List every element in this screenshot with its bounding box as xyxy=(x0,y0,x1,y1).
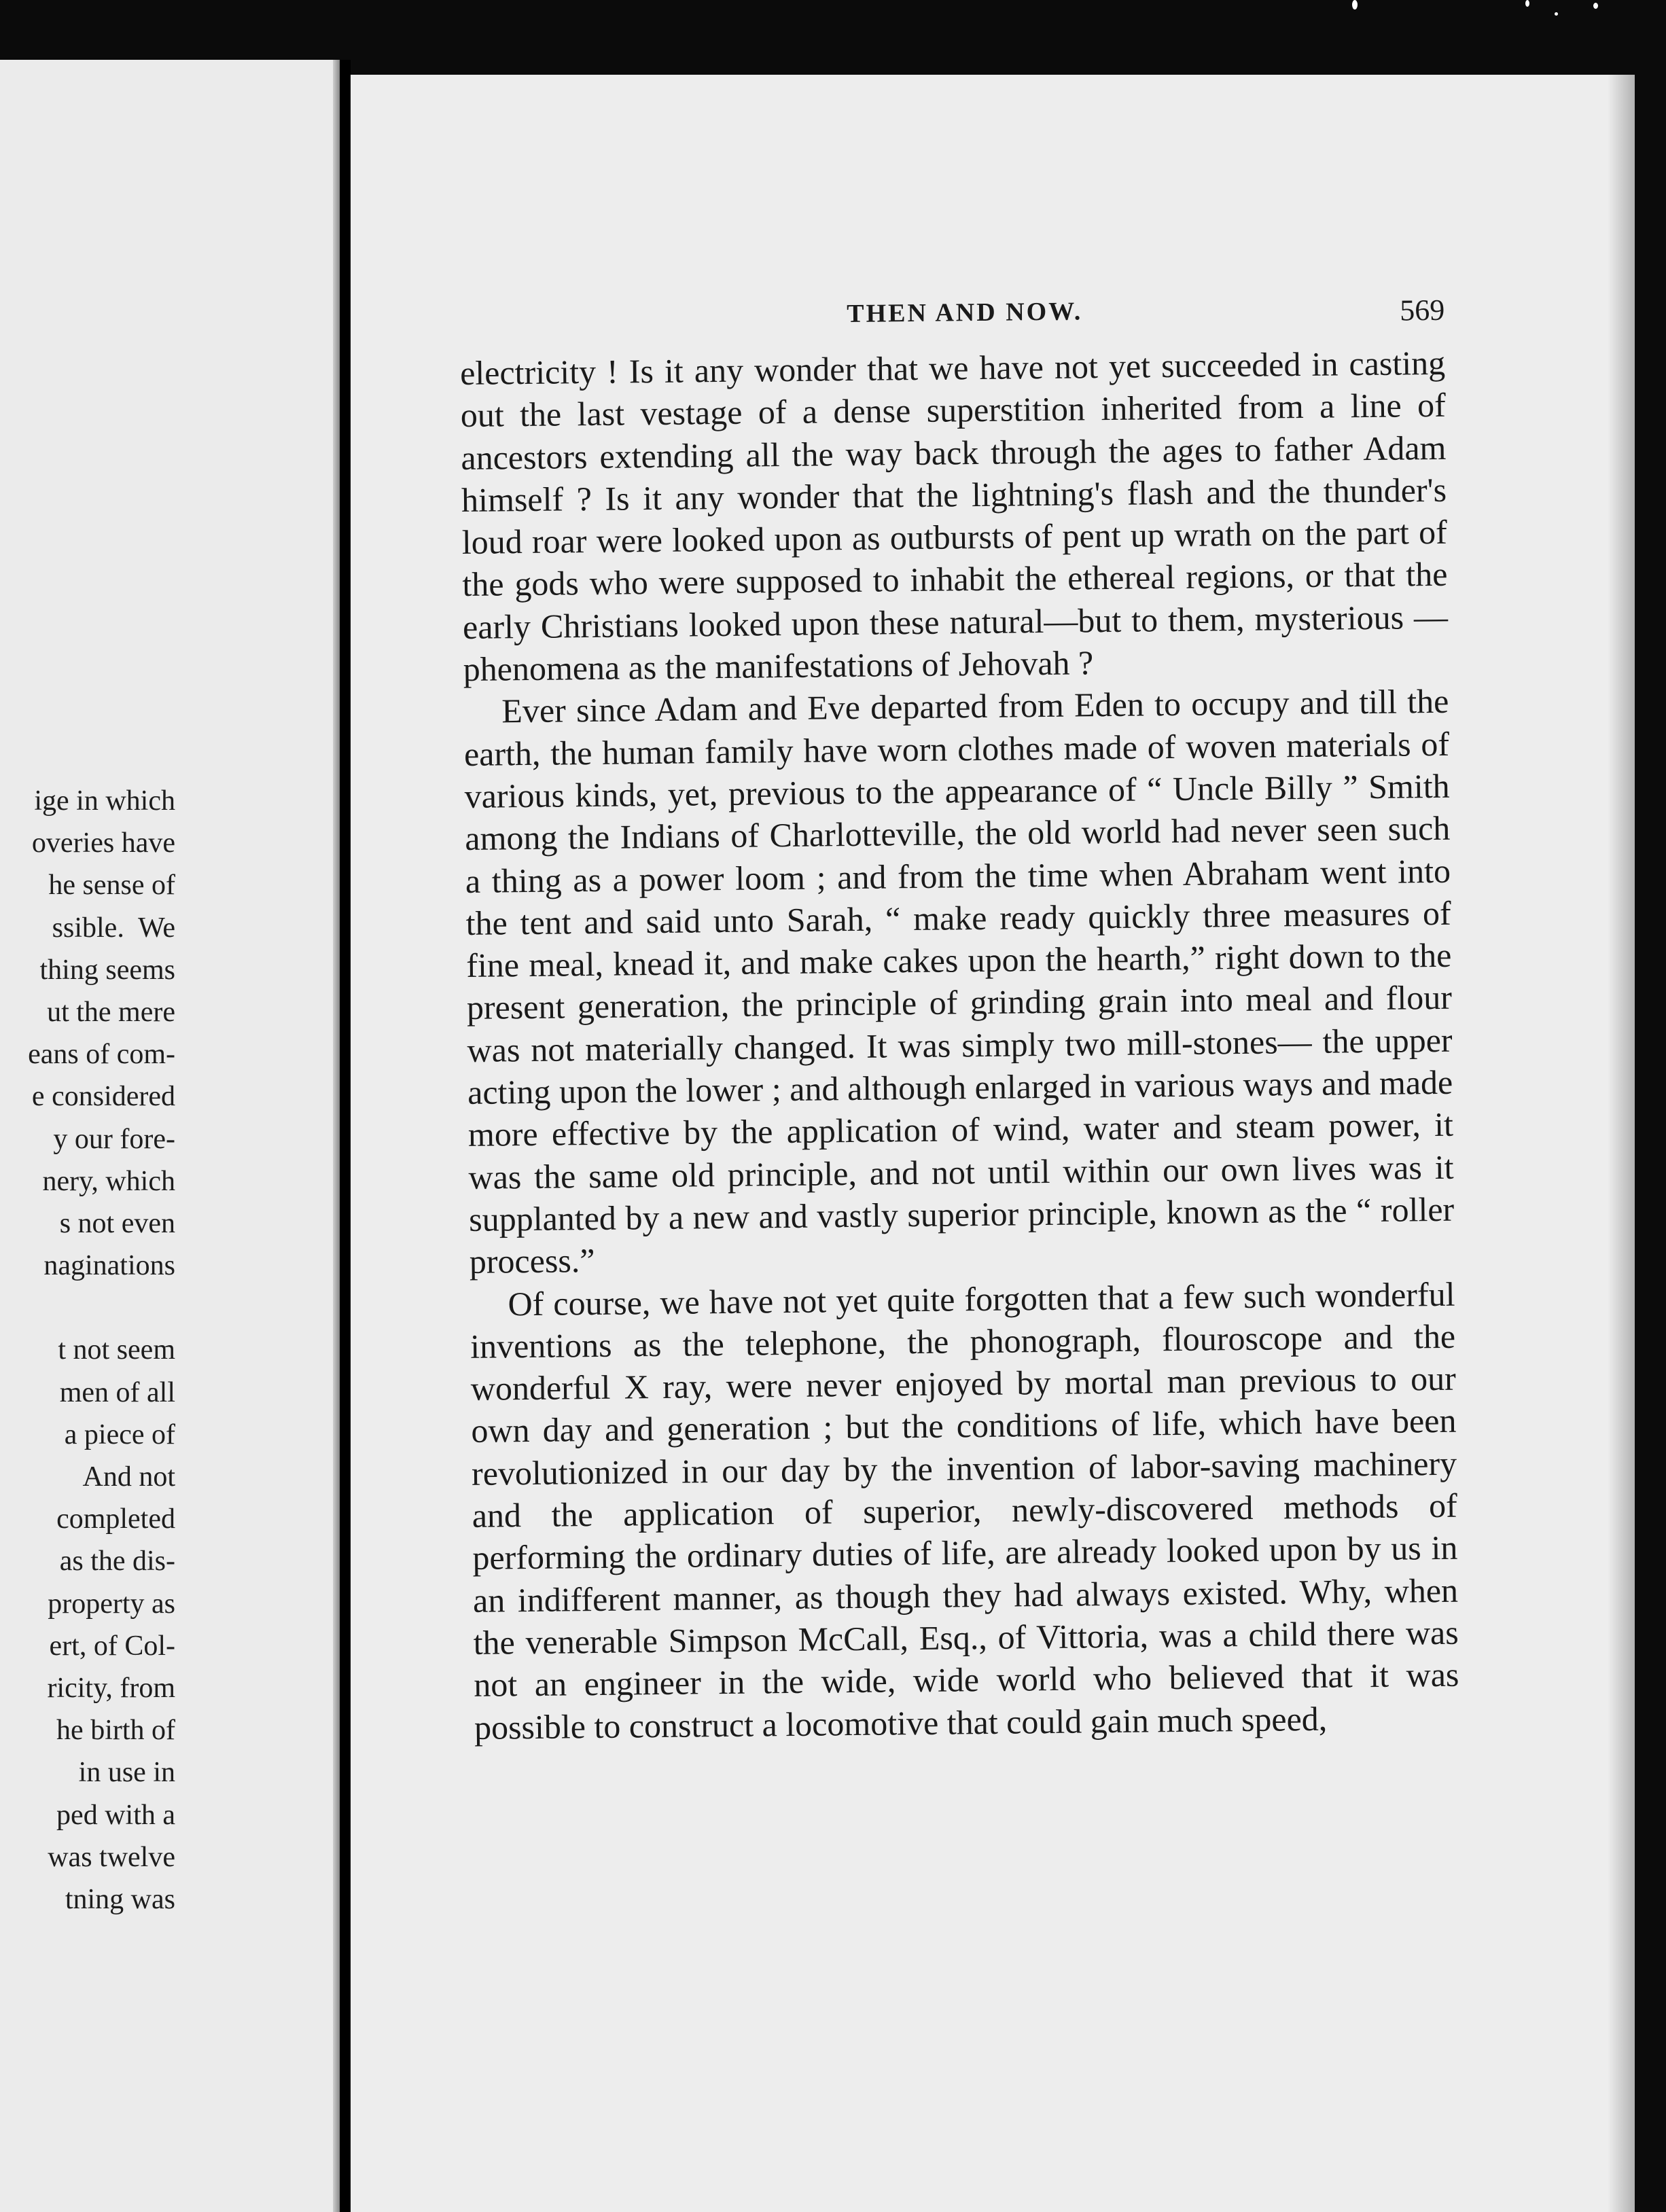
scan-speck xyxy=(1525,0,1529,7)
previous-page-line: he sense of xyxy=(48,870,175,902)
previous-page-line: completed xyxy=(56,1503,175,1535)
previous-page-line: he birth of xyxy=(56,1715,175,1747)
paragraph: Ever since Adam and Eve departed from Eden to occupy and till the earth, the human family have worn clothes made of woven materials of various kinds, yet, previous to the appearance of “ Uncle Billy ” Smith among the Indians of Charlotteville, the old world had never seen such a thing as a power loom ; and from the time when Abraham went into the tent and said unto Sarah, “ make ready quickly three measures of fine meal, knead it, and make cakes upon the hearth,” right down to the present generation, the principle of grinding grain into meal and flour was not materially changed. It was simply two mill-stones— the upper acting upon the lower ; and although enlarged in various ways and made more effective by the application of wind, water and steam power, it was the same old principle, and not until within our own lives was it supplanted by a new and vastly superior principle, known as the “ roller process.” xyxy=(463,682,1455,1281)
previous-page-line: ige in which xyxy=(34,785,175,817)
previous-page-line: s not even xyxy=(59,1207,175,1239)
previous-page-line: in use in xyxy=(78,1757,175,1789)
previous-page-line: ert, of Col- xyxy=(49,1630,175,1662)
previous-page-fragment xyxy=(0,60,340,2212)
previous-page-line: ricity, from xyxy=(47,1672,175,1704)
scan-speck xyxy=(1352,0,1358,10)
scan-speck xyxy=(1593,3,1598,9)
page-gutter xyxy=(333,60,340,2212)
previous-page-line: property as xyxy=(48,1588,175,1620)
body-text xyxy=(460,342,1459,1749)
previous-page-line: nery, which xyxy=(42,1165,175,1197)
page-separator xyxy=(340,60,351,2212)
previous-page-line: ssible. We xyxy=(52,912,175,944)
running-head-title: THEN AND NOW. xyxy=(847,297,1083,329)
current-page xyxy=(351,75,1635,2212)
previous-page-line: tning was xyxy=(65,1883,175,1915)
previous-page-line: as the dis- xyxy=(59,1546,175,1577)
previous-page-line: And not xyxy=(82,1461,175,1493)
previous-page-line: was twelve xyxy=(48,1841,175,1873)
page-content xyxy=(459,287,1459,1749)
previous-page-line: e considered xyxy=(31,1081,175,1113)
previous-page-line: men of all xyxy=(59,1376,175,1408)
previous-page-line: a piece of xyxy=(64,1419,175,1450)
previous-page-line: naginations xyxy=(43,1250,175,1282)
previous-page-line: overies have xyxy=(31,827,175,859)
paragraph: electricity ! Is it any wonder that we have not yet succeeded in casting out the last vestage of a dense superstition inherited from a line of ancestors extending all the way back through the ages to father Adam himself ? Is it any wonder that the lightning's flash and the thunder's loud roar were looked upon as outbursts of pent up wrath on the part of the gods who were supposed to inhabit the ethereal regions, or that the early Christians looked upon these natural—but to them, mysterious —phenomena as the manifestations of Jehovah ? xyxy=(459,343,1449,689)
paragraph: Of course, we have not yet quite forgotten that a few such wonderful inventions as the telephone, the phonograph, flouroscope and the wonderful X ray, were never enjoyed by mortal man previous to our own day and generation ; but the conditions of life, which have been revolutionized in our day by the invention of labor-saving machinery and the application of superior, newly-discovered methods of performing the ordinary duties of life, are already looked upon by us in an indifferent manner, as though they had always existed. Why, when the venerable Simpson McCall, Esq., of Vittoria, was a child there was not an engineer in the wide, wide world who believed that it was possible to construct a locomotive that could gain much speed, xyxy=(469,1274,1459,1747)
previous-page-line: ut the mere xyxy=(47,996,175,1028)
page-number: 569 xyxy=(1400,293,1445,327)
previous-page-line xyxy=(28,1287,175,1329)
previous-page-line: eans of com- xyxy=(28,1039,175,1071)
previous-page-line: t not seem xyxy=(58,1334,175,1366)
page-edge-shadow xyxy=(1608,75,1635,2212)
scan-speck xyxy=(1555,12,1558,16)
previous-page-text xyxy=(28,780,175,1921)
previous-page-line: ped with a xyxy=(56,1799,175,1831)
running-head xyxy=(459,287,1445,352)
previous-page-line: y our fore- xyxy=(53,1123,175,1155)
previous-page-line: thing seems xyxy=(39,954,175,986)
